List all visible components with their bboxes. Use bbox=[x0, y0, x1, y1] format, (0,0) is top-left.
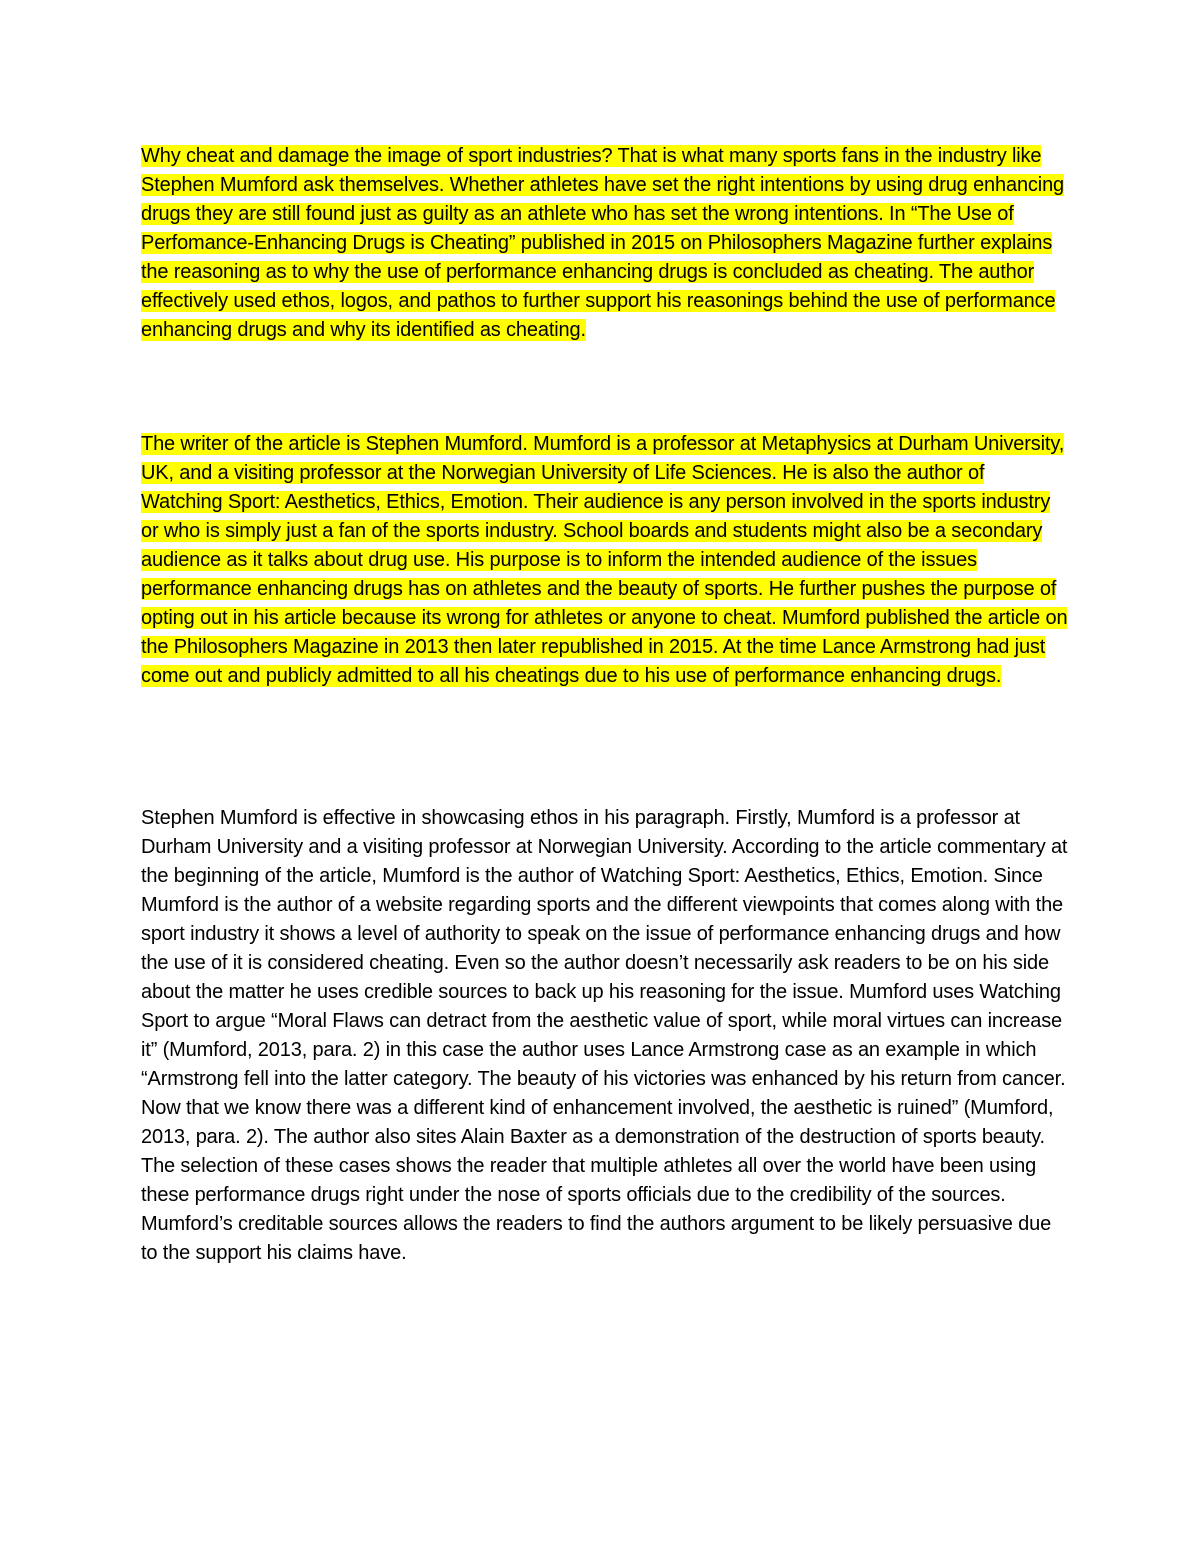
paragraph-introduction bbox=[141, 142, 1071, 345]
body-text: Stephen Mumford is effective in showcasing ethos in his paragraph. Firstly, Mumford is a professor at Durham University and a visiting professor at Norwegian University. According to the article commentary at the beginning of the article, Mumford is the author of Watching Sport: Aesthetics, Ethics, Emotion. Since Mumford is the author of a website regarding sports and the different viewpoints that comes along with the sport industry it shows a level of authority to speak on the issue of performance enhancing drugs and how the use of it is considered cheating. Even so the author doesn’t necessarily ask readers to be on his side about the matter he uses credible sources to back up his reasoning for the issue. Mumford uses Watching Sport to argue “Moral Flaws can detract from the aesthetic value of sport, while moral virtues can increase it” (Mumford, 2013, para. 2) in this case the author uses Lance Armstrong case as an example in which “Armstrong fell into the latter category. The beauty of his victories was enhanced by his return from cancer. Now that we know there was a different kind of enhancement involved, the aesthetic is ruined” (Mumford, 2013, para. 2). The author also sites Alain Baxter as a demonstration of the destruction of sports beauty. The selection of these cases shows the reader that multiple athletes all over the world have been using these performance drugs right under the nose of sports officials due to the credibility of the sources. Mumford’s creditable sources allows the readers to find the authors argument to be likely persuasive due to the support his claims have. bbox=[141, 807, 1068, 1264]
highlighted-text: The writer of the article is Stephen Mumford. Mumford is a professor at Metaphysics at Durham University, UK, and a visiting professor at the Norwegian University of Life Sciences. He is also the author of Watching Sport: Aesthetics, Ethics, Emotion. Their audience is any person involved in the sports industry or who is simply just a fan of the sports industry. School boards and students might also be a secondary audience as it talks about drug use. His purpose is to inform the intended audience of the issues performance enhancing drugs has on athletes and the beauty of sports. He further pushes the purpose of opting out in his article because its wrong for athletes or anyone to cheat. Mumford published the article on the Philosophers Magazine in 2013 then later republished in 2015. At the time Lance Armstrong had just come out and publicly admitted to all his cheatings due to his use of performance enhancing drugs. bbox=[141, 433, 1068, 687]
paragraph-author-context bbox=[141, 430, 1071, 691]
paragraph-ethos-analysis bbox=[141, 804, 1071, 1268]
highlighted-text: Why cheat and damage the image of sport industries? That is what many sports fans in the industry like Stephen Mumford ask themselves. Whether athletes have set the right intentions by using drug enhancing drugs they are still found just as guilty as an athlete who has set the wrong intentions. In “The Use of Perfomance-Enhancing Drugs is Cheating” published in 2015 on Philosophers Magazine further explains the reasoning as to why the use of performance enhancing drugs is concluded as cheating. The author effectively used ethos, logos, and pathos to further support his reasonings behind the use of performance enhancing drugs and why its identified as cheating. bbox=[141, 145, 1065, 341]
